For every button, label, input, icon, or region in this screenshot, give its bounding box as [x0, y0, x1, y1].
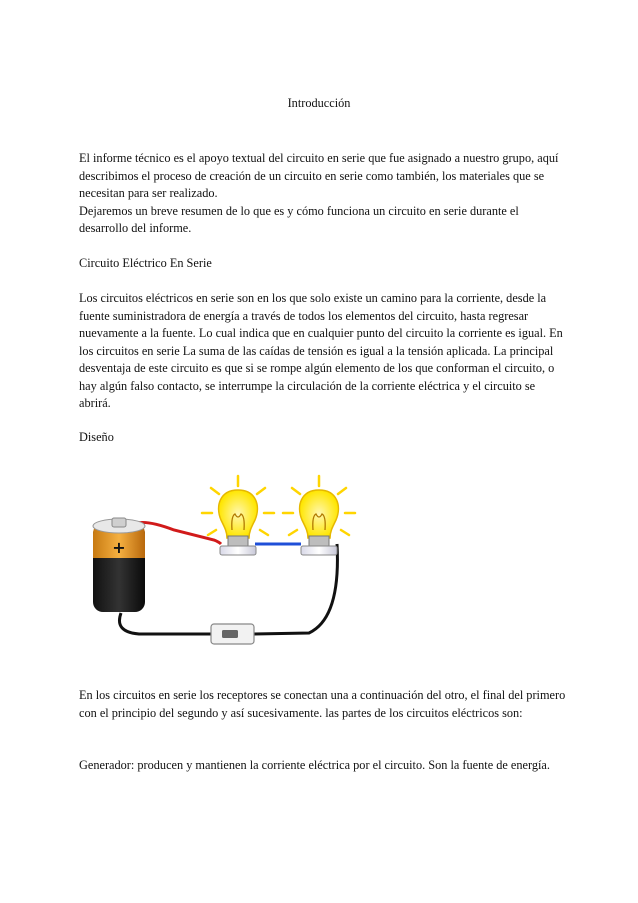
battery-plus-symbol: + [112, 538, 126, 557]
series-paragraph: Los circuitos eléctricos en serie son en los que solo existe un camino para la corriente, desde la fuente suministradora de energía a través de todos los elementos del circuito, hasta regresar nuevamente a la fuente. Lo cual indica que en cualquier punto del circuito la corriente es igual. En los circuitos en serie La suma de las caídas de tensión es igual a la tensión aplicada. La principal desventaja de este circuito es que si se rompe algún elemento de los que conforman el circuito, o hay algún falso contacto, se interrumpe la circulación de la corriente eléctrica y el circuito se abrirá. [79, 291, 563, 410]
receivers-paragraph: En los circuitos en serie los receptores se conectan una a continuación del otro, el final del primero con el principio del segundo y así sucesivamente. las partes de los circuitos eléctricos son: [79, 688, 566, 720]
generator-paragraph: Generador: producen y mantienen la corriente eléctrica por el circuito. Son la fuente de energía. [79, 758, 550, 772]
series-circuit-diagram [79, 468, 374, 664]
series-heading: Circuito Eléctrico En Serie [79, 256, 212, 270]
switch-icon [211, 624, 254, 644]
wire-black-left [119, 613, 211, 634]
intro-section [79, 150, 569, 238]
page-title: Introducción [287, 96, 351, 110]
intro-paragraph-2: Dejaremos un breve resumen de lo que es y cómo funciona un circuito en serie durante el desarrollo del informe. [79, 203, 519, 235]
wire-black-bottom [254, 544, 337, 634]
design-heading: Diseño [79, 430, 114, 444]
intro-paragraph-1: El informe técnico es el apoyo textual del circuito en serie que fue asignado a nuestro grupo, aquí describimos el proceso de creación de un circuito en serie como también, los materiales que se necesitan para ser realizado. [79, 151, 559, 200]
battery-icon [93, 518, 145, 612]
